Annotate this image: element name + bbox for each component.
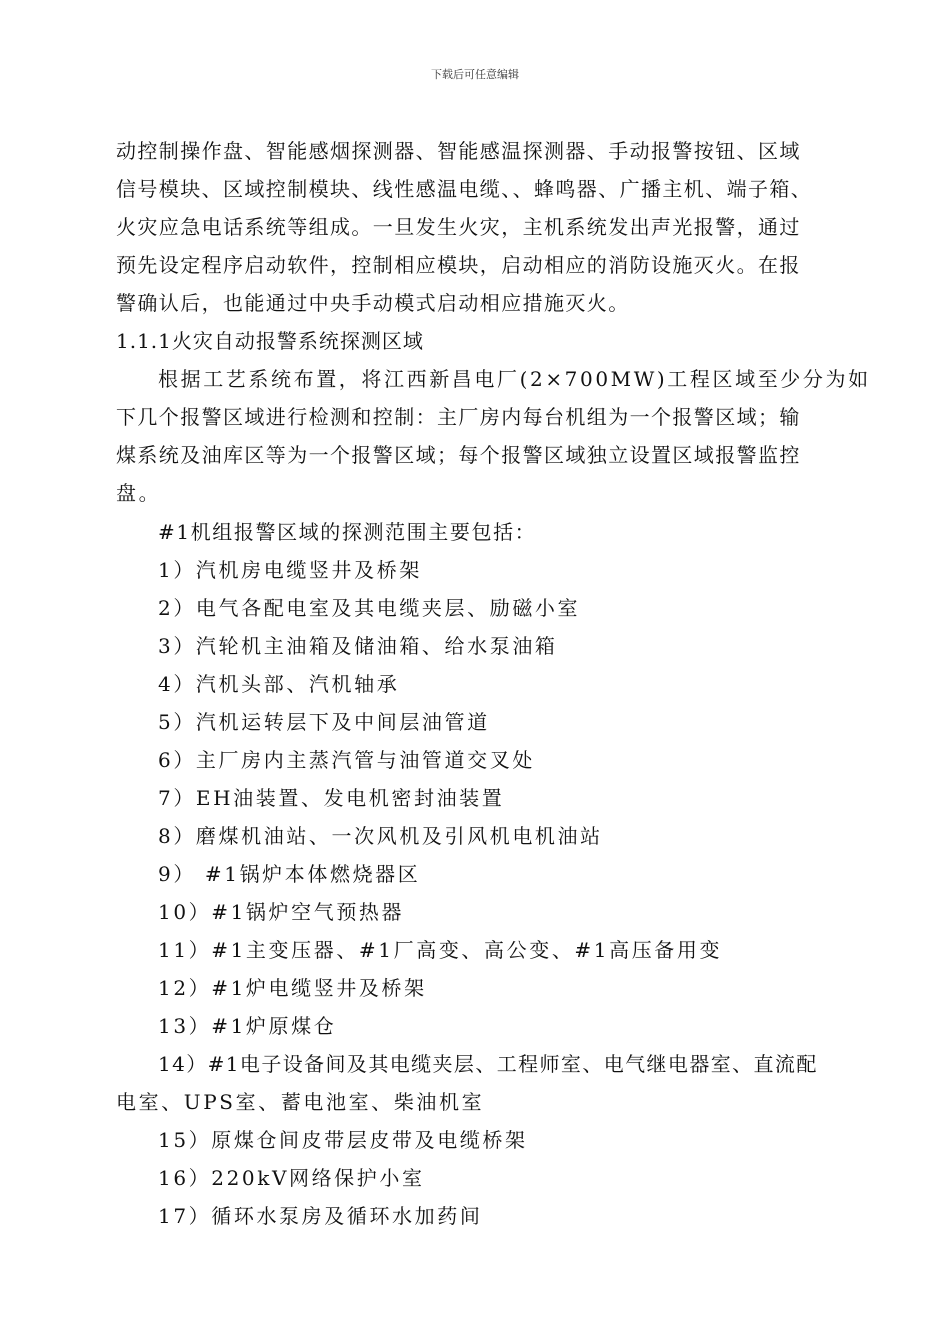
text-line: 下几个报警区域进行检测和控制：主厂房内每台机组为一个报警区域；输	[116, 405, 801, 429]
list-item: 13）#1炉原煤仓	[158, 1014, 337, 1038]
list-item: 6）主厂房内主蒸汽管与油管道交叉处	[158, 748, 535, 772]
list-item: 3）汽轮机主油箱及储油箱、给水泵油箱	[158, 634, 558, 658]
text-line: 动控制操作盘、智能感烟探测器、智能感温探测器、手动报警按钮、区域	[116, 139, 801, 163]
list-item: 12）#1炉电缆竖井及桥架	[158, 976, 427, 1000]
list-item: 10）#1锅炉空气预热器	[158, 900, 405, 924]
text-line: 盘。	[116, 481, 162, 505]
list-item: 8）磨煤机油站、一次风机及引风机电机油站	[158, 824, 603, 848]
list-item: 7）EH油装置、发电机密封油装置	[158, 786, 505, 810]
list-item: 14）#1电子设备间及其电缆夹层、工程师室、电气继电器室、直流配	[158, 1052, 818, 1076]
list-item: 11）#1主变压器、#1厂高变、高公变、#1高压备用变	[158, 938, 723, 962]
list-item: 17）循环水泵房及循环水加药间	[158, 1204, 483, 1228]
text-line: 信号模块、区域控制模块、线性感温电缆、、蜂鸣器、广播主机、端子箱、	[116, 177, 813, 201]
list-item: 1）汽机房电缆竖井及桥架	[158, 558, 422, 582]
section-heading: 1.1.1火灾自动报警系统探测区域	[116, 329, 424, 353]
list-item: 2）电气各配电室及其电缆夹层、励磁小室	[158, 596, 581, 620]
list-intro: #1机组报警区域的探测范围主要包括：	[158, 520, 537, 544]
list-item: 15）原煤仓间皮带层皮带及电缆桥架	[158, 1128, 528, 1152]
text-line: 火灾应急电话系统等组成。一旦发生火灾，主机系统发出声光报警，通过	[116, 215, 801, 239]
list-item: 5）汽机运转层下及中间层油管道	[158, 710, 490, 734]
text-line: 警确认后，也能通过中央手动模式启动相应措施灭火。	[116, 291, 630, 315]
text-line: 根据工艺系统布置，将江西新昌电厂(2×700MW)工程区域至少分为如	[158, 367, 871, 391]
list-item-continuation: 电室、UPS室、蓄电池室、柴油机室	[116, 1090, 485, 1114]
header-note: 下载后可任意编辑	[431, 68, 519, 81]
list-item: 9） #1锅炉本体燃烧器区	[158, 862, 421, 886]
text-line: 预先设定程序启动软件，控制相应模块，启动相应的消防设施灭火。在报	[116, 253, 801, 277]
list-item: 16）220kV网络保护小室	[158, 1166, 425, 1190]
text-line: 煤系统及油库区等为一个报警区域；每个报警区域独立设置区域报警监控	[116, 443, 801, 467]
list-item: 4）汽机头部、汽机轴承	[158, 672, 400, 696]
